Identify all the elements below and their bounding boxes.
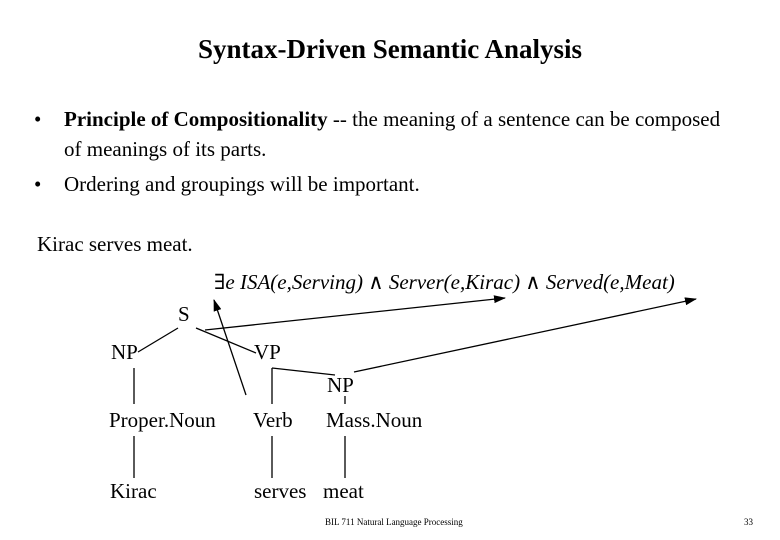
tree-leaf-kirac: Kirac [110, 479, 157, 503]
bullet-icon: • [34, 171, 42, 196]
slide-title: Syntax-Driven Semantic Analysis [197, 34, 583, 64]
tree-node-vp: VP [254, 340, 281, 364]
arrow-to-kirac [205, 298, 505, 330]
tree-node-verb: Verb [253, 408, 293, 432]
tree-node-s: S [178, 302, 190, 326]
footer-course-title: BIL 711 Natural Language Processing [325, 517, 463, 527]
arrow-to-meat [354, 299, 696, 372]
tree-node-np-object: NP [327, 373, 354, 397]
example-sentence: Kirac serves meat. [37, 232, 193, 256]
page-number: 33 [744, 517, 753, 527]
tree-node-proper-noun: Proper.Noun [109, 408, 216, 432]
tree-leaf-serves: serves [254, 479, 307, 503]
bullet-bold-term: Principle of Compositionality [64, 107, 328, 131]
edge-s-np [138, 328, 178, 352]
logical-formula: ∃e ISA(e,Serving) ∧ Server(e,Kirac) ∧ Served(e,Meat) [214, 270, 675, 294]
edge-s-vp [196, 328, 256, 353]
bullet-text: -- the meaning of a sentence can be composed of meanings of its parts. [64, 107, 721, 162]
bullet-text: Ordering and groupings will be important. [64, 171, 420, 196]
edge-vp-np2 [272, 368, 335, 375]
bullet-icon: • [34, 107, 42, 131]
tree-node-mass-noun: Mass.Noun [326, 408, 423, 432]
tree-node-np: NP [111, 340, 138, 364]
tree-leaf-meat: meat [323, 479, 364, 503]
